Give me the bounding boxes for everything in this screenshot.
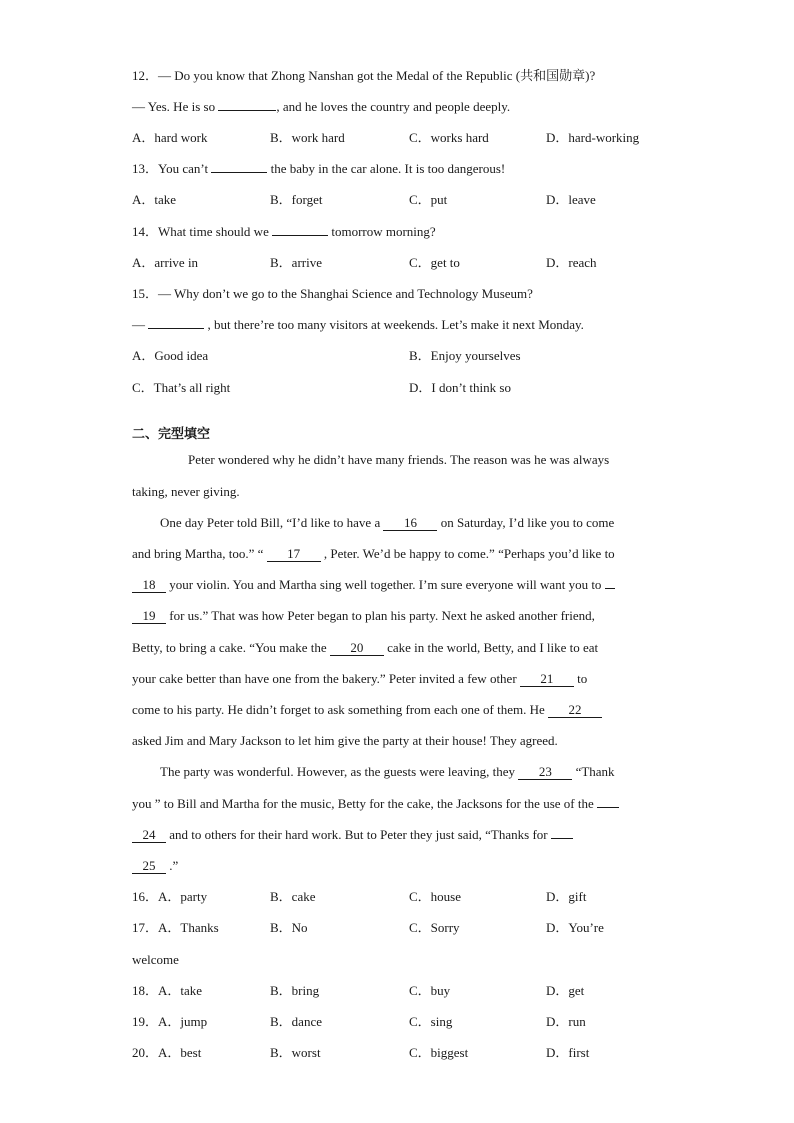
- q19-option-a[interactable]: 19．A．jump: [132, 1014, 208, 1029]
- blank-21[interactable]: 21: [520, 672, 574, 687]
- q13-option-b[interactable]: B．forget: [270, 192, 323, 207]
- passage-line-7: [132, 639, 662, 657]
- passage-text: come to his party. He didn’t forget to ask something from each one of them. He: [132, 702, 549, 717]
- passage-line-4: [132, 545, 662, 563]
- blank-25[interactable]: 25: [132, 859, 166, 874]
- blank-25-start[interactable]: [551, 838, 573, 839]
- q15-stem: 15．— Why don’t we go to the Shanghai Science and Technology Museum?: [132, 286, 533, 301]
- passage-line-9: [132, 701, 662, 719]
- q19-option-d[interactable]: D．run: [546, 1014, 586, 1029]
- passage-line-5: [132, 576, 662, 594]
- passage-text: you ” to Bill and Martha for the music, Betty for the cake, the Jacksons for the use of the: [132, 796, 597, 811]
- q18-option-b[interactable]: B．bring: [270, 983, 320, 998]
- q12-reply-before: — Yes. He is so: [132, 99, 219, 114]
- q15-blank[interactable]: [148, 328, 204, 329]
- q18-option-a[interactable]: 18．A．take: [132, 983, 203, 998]
- blank-19[interactable]: 19: [132, 609, 166, 624]
- passage-text: to: [573, 671, 588, 686]
- q17-option-d[interactable]: D．You’re: [546, 920, 604, 935]
- q12-reply: [132, 98, 510, 116]
- passage-line-8: [132, 670, 662, 688]
- q13-stem: [132, 160, 505, 178]
- passage-line-13: [132, 826, 662, 844]
- q15-option-b[interactable]: B．Enjoy yourselves: [409, 348, 521, 363]
- q16-option-c[interactable]: C．house: [409, 889, 462, 904]
- passage-line-14: [132, 857, 662, 875]
- passage-text: , Peter. We’d be happy to come.” “Perhaps you’d like to: [320, 546, 615, 561]
- q17-option-a[interactable]: 17．A．Thanks: [132, 920, 219, 935]
- passage-text: your cake better than have one from the bakery.” Peter invited a few other: [132, 671, 520, 686]
- passage-text: Betty, to bring a cake. “You make the: [132, 640, 330, 655]
- blank-20[interactable]: 20: [330, 641, 384, 656]
- q14-option-b[interactable]: B．arrive: [270, 255, 322, 270]
- q16-option-b[interactable]: B．cake: [270, 889, 316, 904]
- passage-line-11: [160, 763, 690, 781]
- passage-text: and bring Martha, too.” “: [132, 546, 267, 561]
- q18-option-d[interactable]: D．get: [546, 983, 585, 998]
- q15-option-d[interactable]: D．I don’t think so: [409, 380, 511, 395]
- passage-text: for us.” That was how Peter began to plan his party. Next he asked another friend,: [166, 608, 595, 623]
- blank-16[interactable]: 16: [383, 516, 437, 531]
- passage-text: your violin. You and Martha sing well together. I’m sure everyone will want you to: [166, 577, 605, 592]
- q20-option-a[interactable]: 20．A．best: [132, 1045, 202, 1060]
- q14-blank[interactable]: [272, 235, 328, 236]
- q15-option-c[interactable]: C．That’s all right: [132, 380, 231, 395]
- blank-24-start[interactable]: [597, 807, 619, 808]
- q12-stem: 12．— Do you know that Zhong Nanshan got the Medal of the Republic (共和国勋章)?: [132, 68, 596, 83]
- passage-line-1: Peter wondered why he didn’t have many friends. The reason was he was always: [188, 452, 610, 467]
- q12-option-d[interactable]: D．hard-working: [546, 130, 640, 145]
- q14-after: tomorrow morning?: [328, 224, 436, 239]
- q17-option-d-wrap: welcome: [132, 952, 179, 967]
- passage-text: .”: [166, 858, 179, 873]
- passage-text: cake in the world, Betty, and I like to eat: [383, 640, 599, 655]
- passage-line-10: asked Jim and Mary Jackson to let him give the party at their house! They agreed.: [132, 733, 558, 748]
- passage-line-3: [160, 514, 690, 532]
- q17-option-b[interactable]: B．No: [270, 920, 308, 935]
- q13-before: 13．You can’t: [132, 161, 212, 176]
- q13-option-d[interactable]: D．leave: [546, 192, 596, 207]
- q14-before: 14．What time should we: [132, 224, 273, 239]
- passage-line-12: [132, 795, 662, 813]
- q14-option-d[interactable]: D．reach: [546, 255, 597, 270]
- q20-option-b[interactable]: B．worst: [270, 1045, 321, 1060]
- q15-reply-after: , but there’re too many visitors at weekends. Let’s make it next Monday.: [204, 317, 584, 332]
- q15-option-a[interactable]: A．Good idea: [132, 348, 209, 363]
- q12-option-b[interactable]: B．work hard: [270, 130, 345, 145]
- q17-option-c[interactable]: C．Sorry: [409, 920, 460, 935]
- q12-option-a[interactable]: A．hard work: [132, 130, 208, 145]
- passage-text: One day Peter told Bill, “I’d like to have a: [160, 515, 384, 530]
- q19-option-c[interactable]: C．sing: [409, 1014, 453, 1029]
- passage-text: and to others for their hard work. But to Peter they just said, “Thanks for: [166, 827, 551, 842]
- q12-option-c[interactable]: C．works hard: [409, 130, 489, 145]
- q16-option-d[interactable]: D．gift: [546, 889, 587, 904]
- q15-reply: [132, 316, 584, 334]
- q18-option-c[interactable]: C．buy: [409, 983, 451, 998]
- q13-option-a[interactable]: A．take: [132, 192, 177, 207]
- q14-option-a[interactable]: A．arrive in: [132, 255, 199, 270]
- q20-option-d[interactable]: D．first: [546, 1045, 590, 1060]
- q13-option-c[interactable]: C．put: [409, 192, 448, 207]
- q12-reply-after: , and he loves the country and people deeply.: [276, 99, 511, 114]
- q15-reply-before: —: [132, 317, 149, 332]
- q13-blank[interactable]: [211, 172, 267, 173]
- passage-text: The party was wonderful. However, as the guests were leaving, they: [160, 764, 519, 779]
- blank-17[interactable]: 17: [267, 547, 321, 562]
- q14-stem: [132, 223, 436, 241]
- blank-18[interactable]: 18: [132, 578, 166, 593]
- passage-text: “Thank: [572, 764, 615, 779]
- q19-option-b[interactable]: B．dance: [270, 1014, 322, 1029]
- blank-22[interactable]: 22: [548, 703, 602, 718]
- blank-19-start[interactable]: [605, 588, 615, 589]
- q13-after: the baby in the car alone. It is too dangerous!: [267, 161, 506, 176]
- q14-option-c[interactable]: C．get to: [409, 255, 460, 270]
- blank-24[interactable]: 24: [132, 828, 166, 843]
- section-title: 二、完型填空: [132, 427, 211, 442]
- q12-blank[interactable]: [218, 110, 276, 111]
- passage-text: on Saturday, I’d like you to come: [437, 515, 615, 530]
- passage-line-2: taking, never giving.: [132, 484, 240, 499]
- blank-23[interactable]: 23: [518, 765, 572, 780]
- passage-line-6: [132, 607, 662, 625]
- q16-option-a[interactable]: 16．A．party: [132, 889, 208, 904]
- q20-option-c[interactable]: C．biggest: [409, 1045, 469, 1060]
